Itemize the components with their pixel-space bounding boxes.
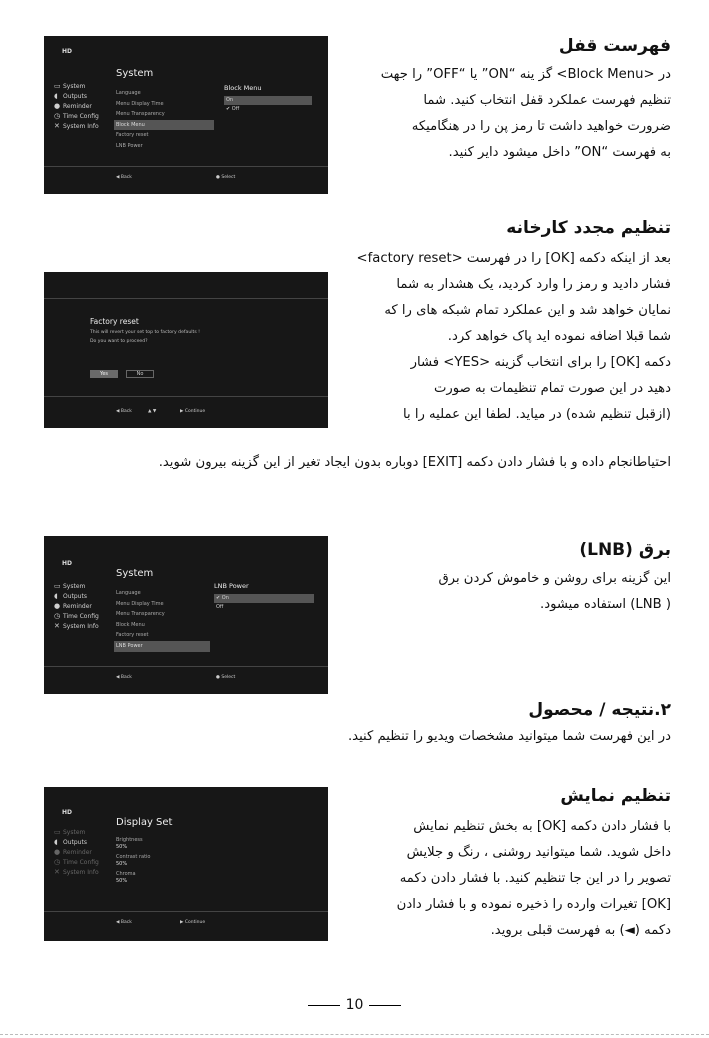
nav-item: System Info [63,123,99,130]
factory-reset-description [357,246,671,428]
screen-nav [54,827,99,877]
text-line: فشار دادید و رمز را وارد کردید، یک هشدار به شما [396,277,671,292]
back-hint: ◀ Back [116,175,132,180]
option-on: ✔ On [214,594,314,603]
dialog-title: Factory reset [90,317,139,326]
arrows-hint: ▲ ▼ [148,409,157,414]
check-icon: ✔ [216,595,221,601]
menu-item: Language [116,590,141,596]
back-hint: ◀ Back [116,409,132,414]
folder-icon: ▭ [54,82,61,90]
dialog-message: This will revert your set top to factory defaults ! [90,330,201,335]
submenu-title: LNB Power [214,582,249,590]
setting-value: 50% [116,878,128,884]
check-icon: ✔ [226,106,231,112]
section-heading-output: ۲.نتیجه / محصول [528,700,671,720]
output-icon: ◖ [54,838,58,846]
text-line: تنظیم فهرست عملکرد قفل انتخاب کنید. شما [423,93,671,108]
page-bottom-border [0,1034,709,1035]
option-on: On [224,96,312,105]
tools-icon: ✕ [54,868,60,876]
folder-icon: ▭ [54,828,61,836]
section-heading-factory-reset: تنظیم مجدد کارخانه [506,218,671,238]
menu-item: LNB Power [116,142,143,149]
tools-icon: ✕ [54,122,60,130]
text-line: دهید در این صورت تمام تنظیمات به صورت [434,381,671,396]
text-line: تصویر را در این جا تنظیم کنید. با فشار دادن دکمه [399,871,671,886]
divider [44,666,328,667]
nav-item: System [63,829,86,836]
hd-logo: HD [62,48,73,55]
folder-icon: ▭ [54,582,61,590]
select-hint: ● Select [216,175,236,180]
screen-title: Display Set [116,817,173,828]
text-line: در <Block Menu> گز ینه “ON” یا “OFF” را جهت [380,67,671,82]
setting-label: Brightness [116,837,143,843]
display-set-description [397,814,671,944]
text-line: ضرورت خواهید داشت تا رمز پن را در هنگامیکه [411,119,671,134]
nav-item: Reminder [63,603,92,610]
continue-hint: ▶ Continue [180,920,206,925]
setting-label: Contrast ratio [116,854,151,860]
nav-item: Reminder [63,849,92,856]
setting-label: Chroma [116,871,136,877]
output-icon: ◖ [54,592,58,600]
menu-item: Menu Transparency [116,611,165,618]
text-line: بعد از اینکه دکمه [OK] را در فهرست <factory reset> [356,251,671,266]
divider [44,298,328,299]
time-icon: ◷ [54,612,61,620]
menu-item: Menu Display Time [116,100,164,107]
nav-item: Outputs [63,93,87,100]
clock-icon: ● [54,602,61,610]
menu-item: Language [116,90,141,96]
display-set-screenshot [44,787,328,941]
menu-item: Block Menu [116,621,145,628]
screen-title: System [116,68,154,79]
display-settings-list [116,837,150,885]
page-number: 10 [0,997,709,1013]
text-line: این گزینه برای روشن و خاموش کردن برق [438,571,671,586]
clock-icon: ● [54,102,61,110]
no-button[interactable]: No [126,370,154,378]
text-line: [OK] تغیرات وارده را ذخیره نموده و با فشار دادن [396,897,671,912]
text-line: شما قبلا اضافه نموده اید پاک خواهد کرد. [447,329,671,344]
screen-submenu [224,84,312,114]
divider [44,911,328,912]
factory-reset-screenshot [44,272,328,428]
screen-nav [54,581,99,631]
time-icon: ◷ [54,858,61,866]
text-line: به فهرست “ON” داخل میشود دایر کنید. [448,145,671,160]
text-line: دکمه (◄) به فهرست قبلی بروید. [490,923,671,938]
section-heading-lnb: برق (LNB) [579,540,671,560]
text-line: دکمه [OK] را برای انتخاب گزینه <YES> فشار [410,355,671,370]
screen-menu-list [114,588,210,652]
menu-item-selected: Block Menu [114,120,214,131]
setting-value: 50% [116,844,128,850]
nav-item: System Info [63,869,99,876]
menu-item: Factory reset [116,132,149,139]
nav-item: Outputs [63,593,87,600]
nav-item: Reminder [63,103,92,110]
dialog-question: Do you want to proceed? [90,339,148,344]
yes-button[interactable]: Yes [90,370,118,378]
screen-submenu [214,582,314,612]
clock-icon: ● [54,848,61,856]
block-menu-screenshot [44,36,328,194]
continue-hint: ▶ Continue [180,409,206,414]
nav-item: System [63,83,86,90]
lnb-description [438,566,671,618]
nav-item-active: Outputs [63,839,87,846]
hd-logo: HD [62,560,73,567]
setting-value: 50% [116,861,128,867]
option-off: Off [216,604,224,610]
screen-title: System [116,568,154,579]
menu-item: Menu Transparency [116,111,165,118]
screen-nav [54,81,99,131]
output-icon: ◖ [54,92,58,100]
back-hint: ◀ Back [116,675,132,680]
nav-item: System [63,583,86,590]
text-line: (ازقبل تنظیم شده) در میاید. لطفا این عملیه را با [402,407,671,422]
screen-menu-list [114,88,214,152]
output-description: در این فهرست شما میتوانید مشخصات ویدیو را تنظیم کنید. [347,729,671,744]
option-off: ✔ Off [226,106,240,112]
nav-item: Time Config [63,613,99,620]
nav-item: Time Config [63,859,99,866]
text-line: با فشار دادن دکمه [OK] به بخش تنظیم نمایش [413,819,671,834]
tools-icon: ✕ [54,622,60,630]
section-heading-display-set: تنظیم نمایش [560,786,671,806]
nav-item: Time Config [63,113,99,120]
lnb-power-screenshot [44,536,328,694]
back-hint: ◀ Back [116,920,132,925]
text-line: نمایان خواهد شد و این عملکرد تمام شبکه های را که [384,303,671,318]
time-icon: ◷ [54,112,61,120]
block-menu-description [381,62,671,166]
menu-item: Factory reset [116,632,149,639]
nav-item: System Info [63,623,99,630]
section-heading-block-menu: فهرست قفل [558,36,671,56]
menu-item-selected: LNB Power [114,641,210,652]
divider [44,396,328,397]
select-hint: ● Select [216,675,236,680]
divider [44,166,328,167]
hd-logo: HD [62,809,73,816]
text-line: ( LNB) استفاده میشود. [540,597,671,612]
menu-item: Menu Display Time [116,600,164,607]
submenu-title: Block Menu [224,84,262,92]
text-line: داخل شوید. شما میتوانید روشنی ، رنگ و جلایش [406,845,671,860]
factory-reset-full-line: احتیاطانجام داده و با فشار دادن دکمه [EXIT] دوباره بدون ایجاد تغیر از این گزینه بیرون شوید. [158,455,671,470]
